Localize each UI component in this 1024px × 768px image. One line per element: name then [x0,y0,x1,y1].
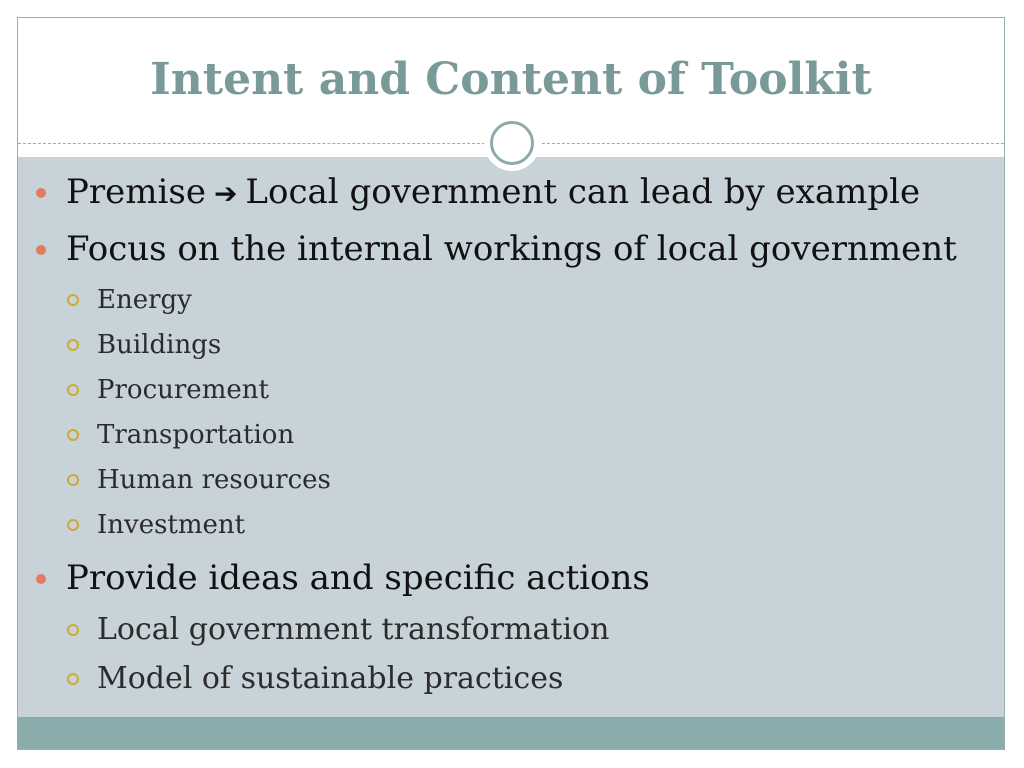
subitem-sustainable-practices [97,661,563,697]
premise-text: Local government can lead by example [245,172,921,212]
subitem-transportation [97,419,294,451]
bullet-focus [66,229,957,269]
divider-circle-ring [490,121,534,165]
bullet-ring-icon [67,474,79,486]
bullet-ring-icon [67,294,79,306]
subitem-energy [97,284,192,316]
arrow-right-icon: ➔ [213,177,238,210]
subitem-label: Human resources [97,465,331,495]
subitem-label: Buildings [97,330,222,360]
bullet-ring-icon [67,519,79,531]
subitem-transformation [97,612,609,648]
actions-text: Provide ideas and specific actions [66,558,650,598]
premise-label: Premise [66,172,206,212]
bullet-ring-icon [67,339,79,351]
bullet-dot-icon [36,574,46,584]
subitem-label: Model of sustainable practices [97,661,564,696]
bullet-dot-icon [36,188,46,198]
subitem-label: Procurement [97,375,269,405]
subitem-human-resources [97,464,331,496]
subitem-investment [97,509,245,541]
bullet-ring-icon [67,624,79,636]
bullet-ring-icon [67,429,79,441]
footer-bar [18,717,1004,750]
bullet-ring-icon [67,384,79,396]
subitem-label: Transportation [97,420,295,450]
subitem-label: Local government transformation [97,612,610,647]
bullet-actions [66,558,650,598]
bullet-dot-icon [36,245,46,255]
focus-text: Focus on the internal workings of local government [66,229,957,269]
bullet-ring-icon [67,673,79,685]
subitem-procurement [97,374,269,406]
slide-title: Intent and Content of Toolkit [150,54,872,105]
bullet-premise [66,172,920,214]
subitem-buildings [97,329,221,361]
subitem-label: Energy [97,285,192,315]
subitem-label: Investment [97,510,246,540]
